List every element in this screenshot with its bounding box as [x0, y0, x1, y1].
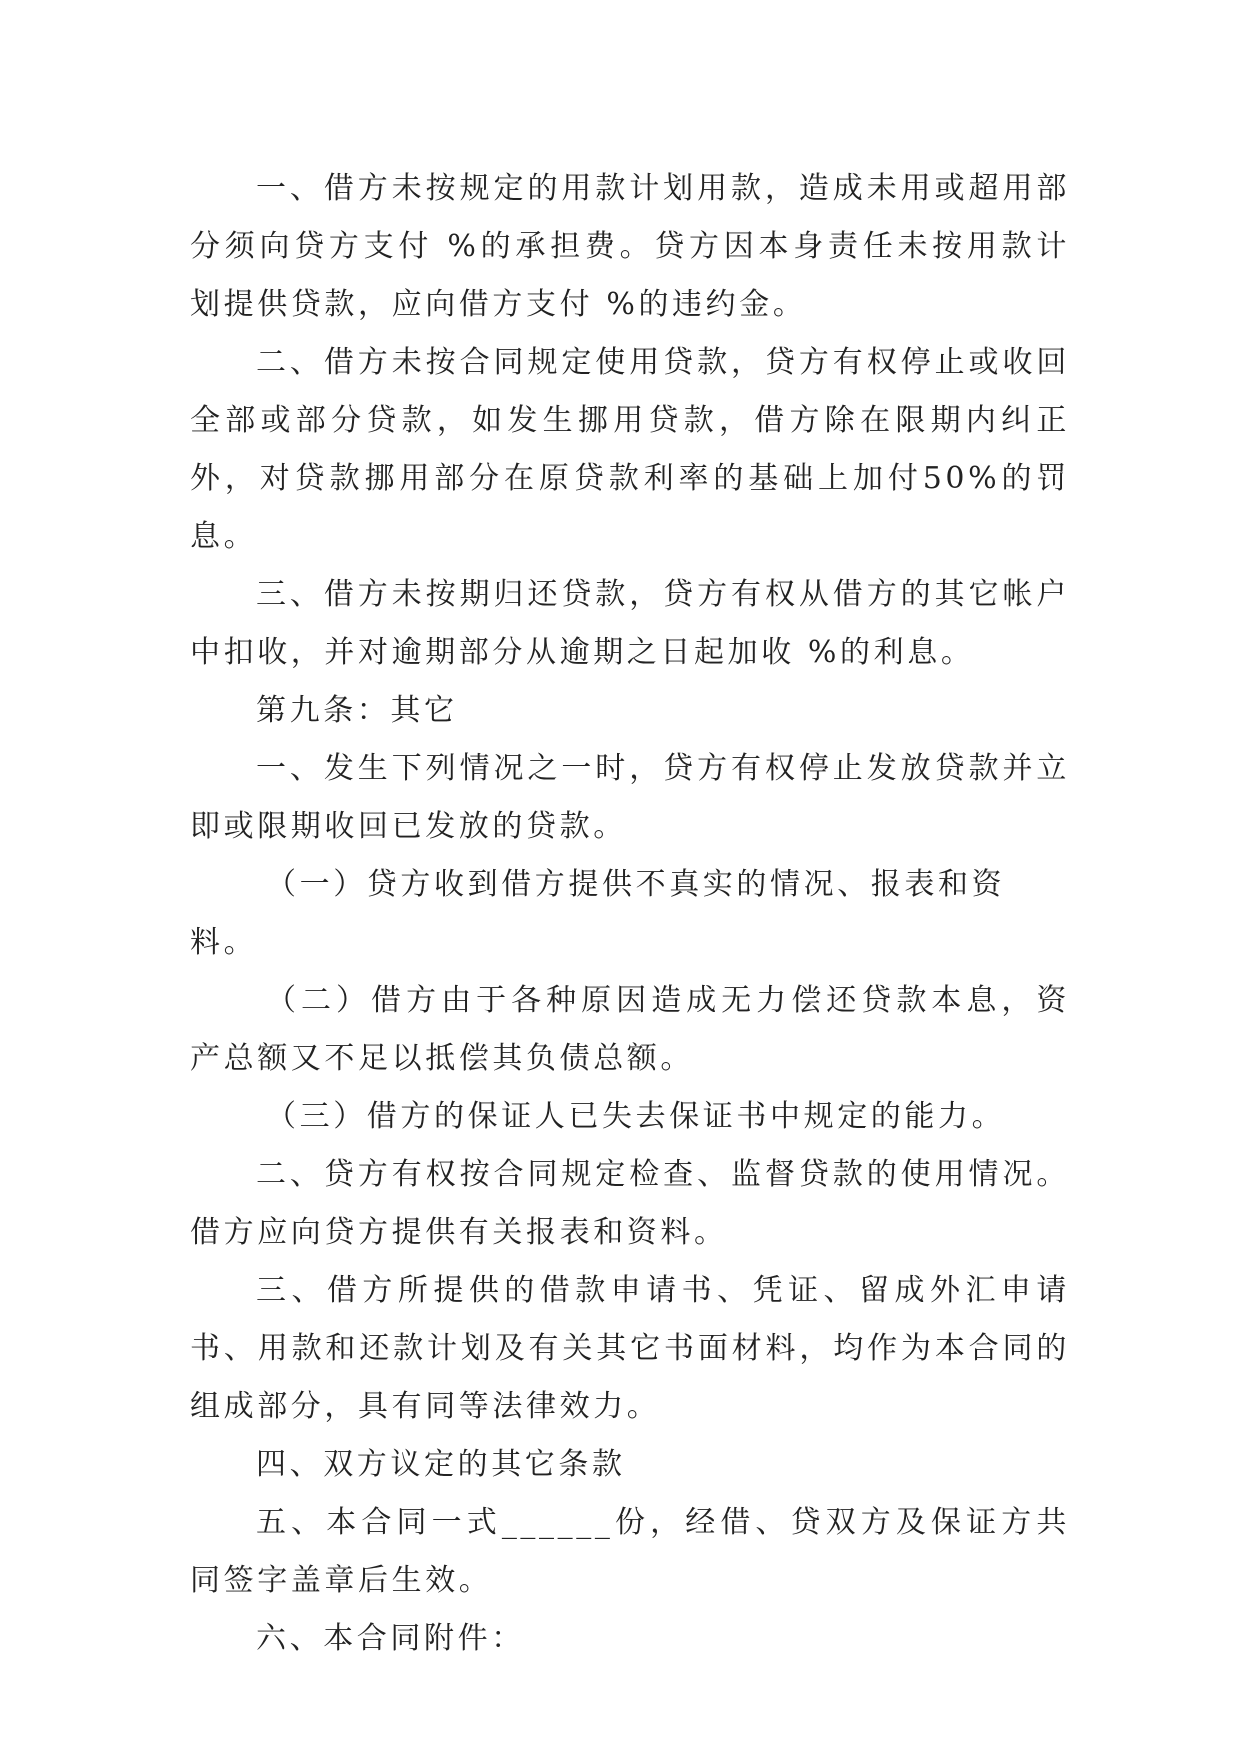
sub-item-insolvency: （二）借方由于各种原因造成无力偿还贷款本息，资产总额又不足以抵偿其负债总额。 [190, 983, 1070, 1076]
paragraph-copies-effective: 五、本合同一式______份，经借、贷双方及保证方共同签字盖章后生效。 [190, 1505, 1070, 1598]
article-nine-heading: 第九条：其它 [256, 693, 458, 728]
paragraph-penalty-misuse: 二、借方未按合同规定使用贷款，贷方有权停止或收回全部或部分贷款，如发生挪用贷款，借方除在限期内纠正外，对贷款挪用部分在原贷款利率的基础上加付50%的罚息。 [190, 345, 1070, 554]
paragraph-inspection-right: 二、贷方有权按合同规定检查、监督贷款的使用情况。借方应向贷方提供有关报表和资料。 [190, 1157, 1070, 1250]
paragraph-stop-lending: 一、发生下列情况之一时，贷方有权停止发放贷款并立即或限期收回已发放的贷款。 [190, 751, 1070, 844]
paragraph-penalty-overdue: 三、借方未按期归还贷款，贷方有权从借方的其它帐户中扣收，并对逾期部分从逾期之日起加收 %的利息。 [190, 577, 1070, 670]
paragraph-documents-part: 三、借方所提供的借款申请书、凭证、留成外汇申请书、用款和还款计划及有关其它书面材料，均作为本合同的组成部分，具有同等法律效力。 [190, 1273, 1070, 1424]
sub-item-false-info: （一）贷方收到借方提供不真实的情况、报表和资料。 [190, 867, 1006, 960]
paragraph-penalty-usage-plan: 一、借方未按规定的用款计划用款，造成未用或超用部分须向贷方支付 %的承担费。贷方因本身责任未按用款计划提供贷款，应向借方支付 %的违约金。 [190, 171, 1070, 322]
sub-item-guarantor: （三）借方的保证人已失去保证书中规定的能力。 [266, 1099, 1006, 1134]
contract-page [190, 160, 1070, 1668]
paragraph-other-terms: 四、双方议定的其它条款 [256, 1447, 626, 1482]
paragraph-attachments: 六、本合同附件： [256, 1621, 525, 1656]
